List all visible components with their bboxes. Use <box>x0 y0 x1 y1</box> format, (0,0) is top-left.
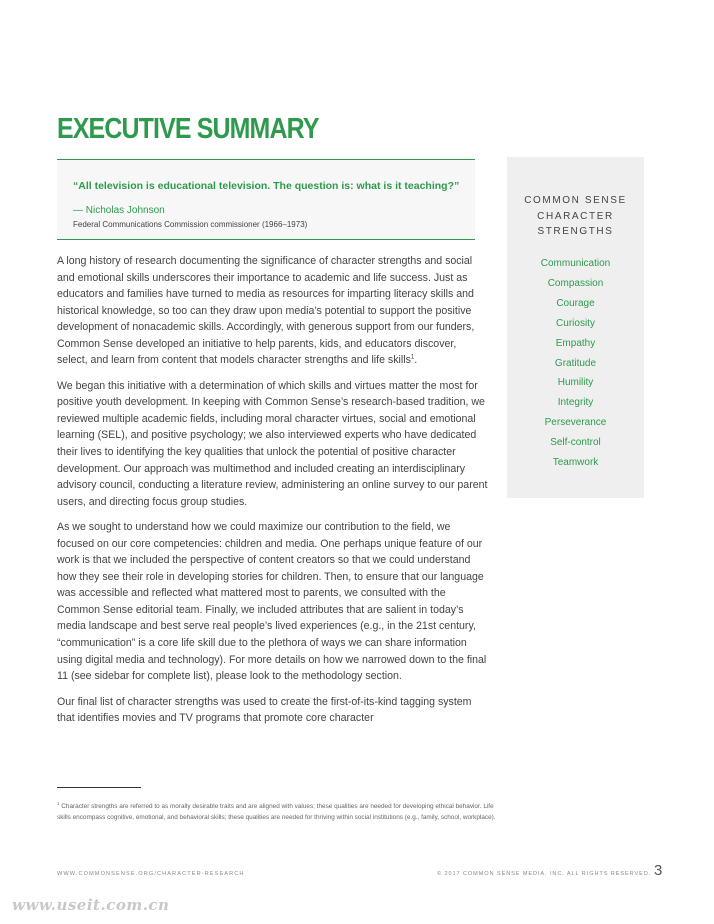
footer-url-link[interactable]: WWW.COMMONSENSE.ORG/CHARACTER-RESEARCH <box>57 871 245 877</box>
strength-teamwork: Teamwork <box>552 457 599 469</box>
paragraph-1 <box>57 253 489 369</box>
page-title: EXECUTIVE SUMMARY <box>57 113 319 145</box>
page-number: 3 <box>654 862 663 879</box>
strength-self-control: Self-control <box>550 437 601 449</box>
sidebar-heading-line-2: CHARACTER <box>537 210 614 222</box>
footer-copyright: © 2017 COMMON SENSE MEDIA. INC. ALL RIGHTS RESERVED. <box>437 871 652 877</box>
strength-courage: Courage <box>556 297 595 309</box>
strength-communication: Communication <box>540 258 611 269</box>
strength-integrity: Integrity <box>557 397 594 409</box>
sidebar-heading-line-1: COMMON SENSE <box>524 195 627 206</box>
sidebar-heading-line-3: STRENGTHS <box>537 226 614 237</box>
strength-gratitude: Gratitude <box>554 357 597 369</box>
footnote-ref-1[interactable]: 1 <box>410 354 415 361</box>
strength-empathy: Empathy <box>555 337 596 349</box>
paragraph-1-text: A long history of research documenting the significance of character strengths and social and emotional skills underscores their importance to academic and life success. Just as educators and families have turned to media as resources for imparting literacy skills and historical knowledge, so too can they draw upon media’s potential to support the positive development of nonacademic skills. Accordingly, with generous support from our funders, Common Sense developed an initiative to help parents, kids, and educators discover, select, and learn from content that models character strengths and life skills <box>57 255 475 367</box>
strength-humility: Humility <box>557 377 594 389</box>
body-text <box>57 253 489 736</box>
footnote-text: Character strengths are referred to as morally desirable traits and are aligned with values; these qualities are needed for developing ethical behavior. Life skills encompass cognitive, emotional, and behavioral skills; these qualities are needed for thriving within social institutions (e.g., family, school, workplace). <box>57 803 496 821</box>
paragraph-4: Our final list of character strengths was used to create the first-of-its-kind tagging system that identifies movies and TV programs that promote core character <box>57 695 472 725</box>
strength-curiosity: Curiosity <box>556 317 595 329</box>
paragraph-3: As we sought to understand how we could maximize our contribution to the field, we focused on our core competencies: children and media. One perhaps unique feature of our work is that we included the perspective of content creators so that we could understand how they see their role in developing stories for children. Then, to ensure that our language was accessible and reflected what mattered most to parents, we consulted with the Common Sense editorial team. Finally, we included attributes that are salient in today’s media landscape and best serve real people’s lived experiences (e.g., in the 21st century, “communication” is a core life skill due to the plethora of ways we can share information using digital media and technology). For more details on how we narrowed down to the final 11 (see sidebar for complete list), please look to the methodology section. <box>57 521 487 683</box>
strength-perseverance: Perseverance <box>544 417 607 429</box>
quote-author-role: Federal Communications Commission commissioner (1966–1973) <box>73 220 308 229</box>
watermark: www.useit.com.cn <box>12 896 170 914</box>
pull-quote <box>57 159 475 240</box>
paragraph-2: We began this initiative with a determination of which skills and virtues matter the most for positive youth development. In keeping with Common Sense’s research-based tradition, we reviewed multiple academic fields, including moral character virtues, social and emotional learning (SEL), and positive psychology; we also interviewed experts who have dedicated their lives to identifying the key qualities that unlock the potential of positive character development. Our approach was multimethod and included creating an interdisciplinary advisory council, conducting a literature review, administering an online survey to our parent users, and directing focus group studies. <box>57 379 488 508</box>
paragraph-1-end: . <box>414 354 418 367</box>
strengths-list <box>507 254 644 473</box>
character-strengths-sidebar <box>507 157 644 498</box>
footnote-marker: 1 <box>57 800 60 806</box>
footnote-divider <box>57 787 141 788</box>
footnote <box>57 801 497 823</box>
sidebar-heading <box>507 193 644 240</box>
strength-compassion: Compassion <box>547 277 604 289</box>
quote-text: “All television is educational television. The question is: what is it teaching?” <box>73 180 460 192</box>
quote-author: — Nicholas Johnson <box>73 205 165 216</box>
